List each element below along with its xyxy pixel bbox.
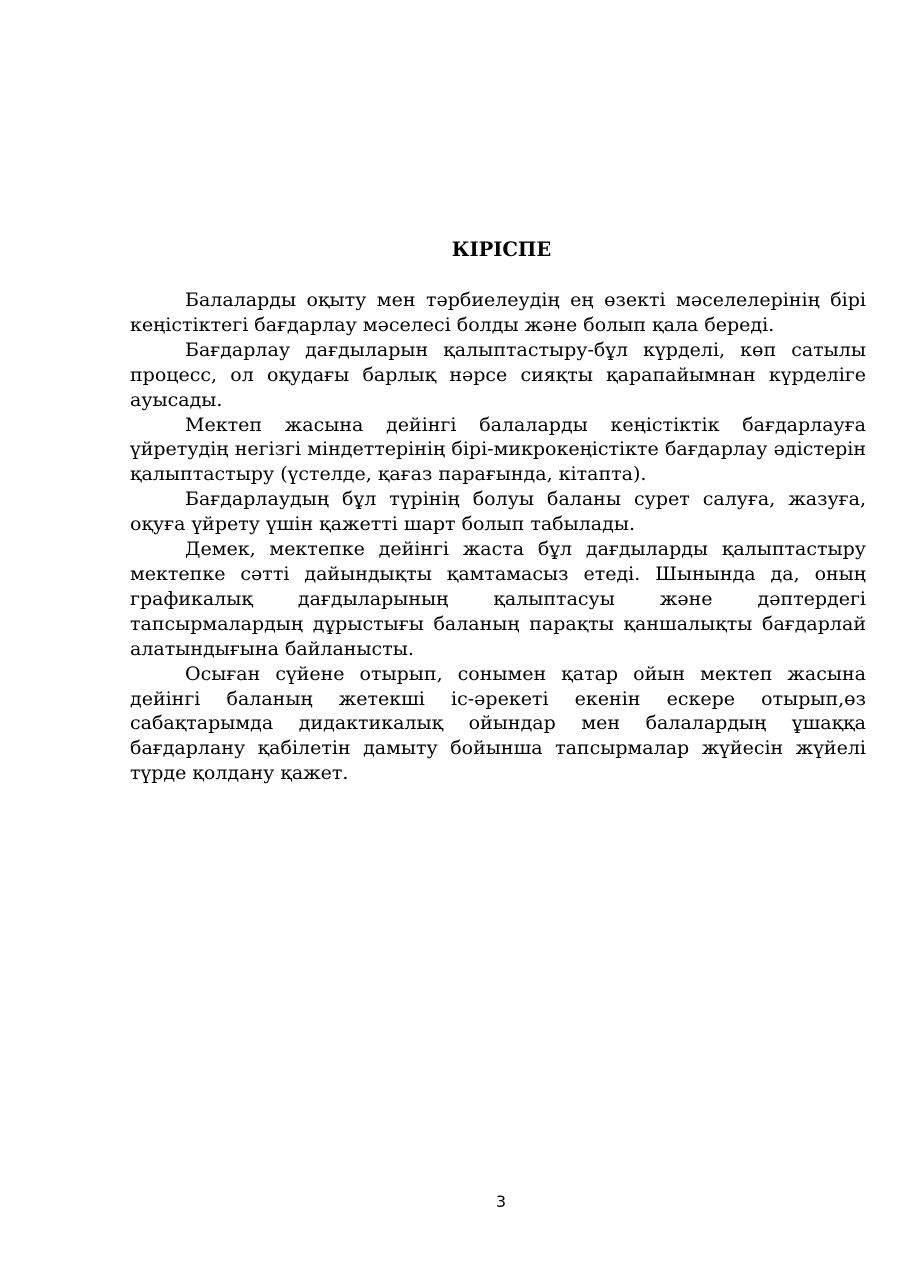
document-body bbox=[130, 236, 866, 786]
paragraph-3: Мектеп жасына дейінгі балаларды кеңістіктік бағдарлауға үйретудің негізгі міндеттерінің бірі-микрокеңістікте бағдарлау әдістерін қалыптастыру (үстелде, қағаз парағында, кітапта). bbox=[130, 413, 866, 486]
paragraph-5: Демек, мектепке дейінгі жаста бұл дағдыларды қалыптастыру мектепке сәтті дайындықты қамтамасыз етеді. Шынында да, оның графикалық дағдыларының қалыптасуы және дәптердегі тапсырмалардың дұрыстығы баланың парақты қаншалықты бағдарлай алатындығына байланысты. bbox=[130, 538, 866, 660]
paragraph-4: Бағдарлаудың бұл түрінің болуы баланы сурет салуға, жазуға, оқуға үйрету үшін қажетті шарт болып табылады. bbox=[130, 488, 866, 536]
page-title: КІРІСПЕ bbox=[451, 238, 552, 261]
paragraph-1: Балаларды оқыту мен тәрбиелеудің ең өзекті мәселелерінің бірі кеңістіктегі бағдарлау мәселесі болды және болып қала береді. bbox=[130, 289, 866, 336]
paragraph-2: Бағдарлау дағдыларын қалыптастыру-бұл күрделі, көп сатылы процесс, ол оқудағы барлық нәрсе сияқты қарапайымнан күрделіге ауысады. bbox=[130, 338, 866, 411]
paragraph-6: Осыған сүйене отырып, сонымен қатар ойын мектеп жасына дейінгі баланың жетекші іс-әрекеті екенін ескере отырып,өз сабақтарымда дидактикалық ойындар мен балалардың ұшаққа бағдарлану қабілетін дамыту бойынша тапсырмалар жүйесін жүйелі түрде қолдану қажет. bbox=[130, 662, 866, 785]
page-number: 3 bbox=[495, 1192, 507, 1211]
